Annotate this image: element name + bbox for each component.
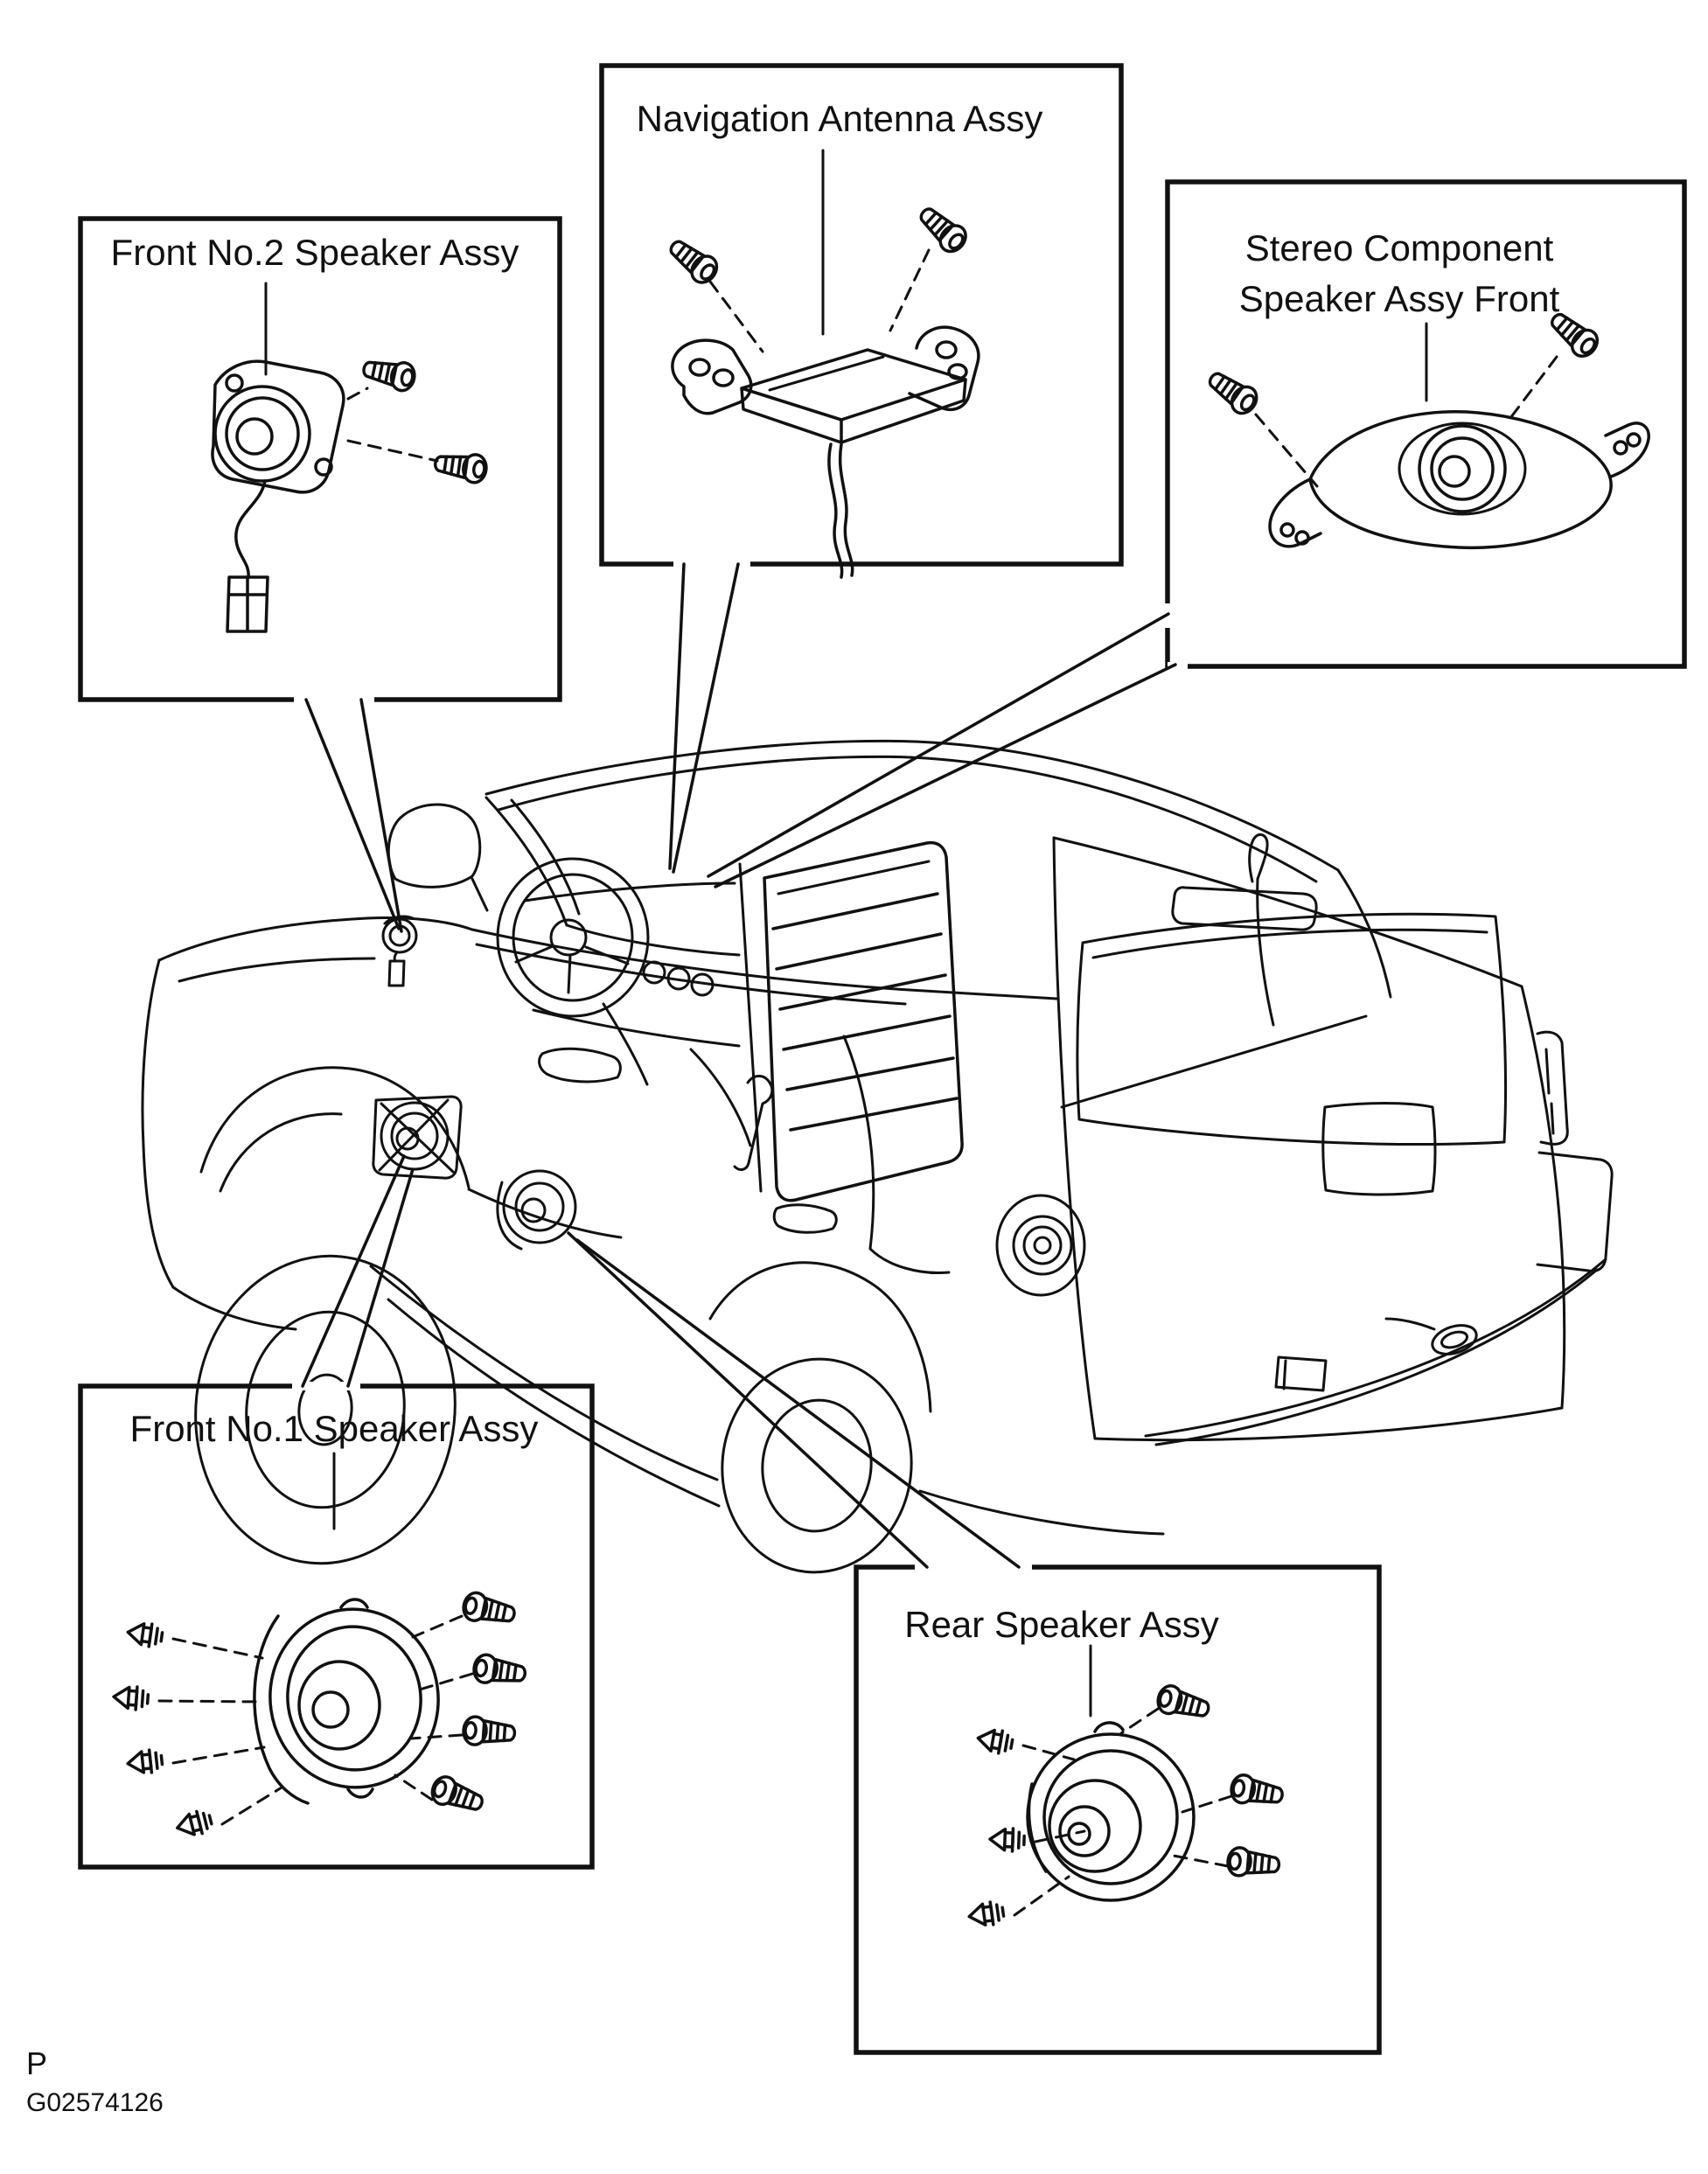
callout-stereo-component <box>708 182 1684 887</box>
figure-id: G02574126 <box>26 2088 164 2117</box>
label-navigation: Navigation Antenna Assy <box>636 98 1043 139</box>
part-front-no2-speaker <box>213 355 488 631</box>
callout-navigation <box>602 66 1121 872</box>
callout-front-no1 <box>80 1156 592 1867</box>
part-navigation-antenna <box>665 201 979 577</box>
part-rear-speaker <box>967 1683 1284 1928</box>
rear-door-window-lattice <box>764 843 962 1201</box>
leader-front-no1 <box>303 1156 404 1386</box>
page-marker: P <box>26 2045 48 2081</box>
label-rear: Rear Speaker Assy <box>904 1604 1219 1645</box>
antenna-cable-loop <box>1250 834 1267 881</box>
rear-speaker-location <box>498 1171 575 1249</box>
label-stereo-line2: Speaker Assy Front <box>1238 278 1560 319</box>
vehicle-cutaway-illustration <box>143 741 1612 1581</box>
label-front-no1: Front No.1 Speaker Assy <box>129 1408 539 1449</box>
quarter-panel-speaker <box>997 1195 1084 1295</box>
label-stereo-line1: Stereo Component <box>1244 227 1554 268</box>
label-front-no2: Front No.2 Speaker Assy <box>110 232 519 273</box>
leader-front-no2 <box>306 700 399 929</box>
callout-front-no2 <box>80 219 560 931</box>
leader-navigation <box>670 564 684 868</box>
callout-rear <box>568 1233 1379 2052</box>
front-no1-speaker-location <box>373 1097 461 1178</box>
side-mirror <box>388 805 479 887</box>
part-front-no1-speaker <box>113 1591 526 1839</box>
steering-wheel <box>498 859 648 1016</box>
